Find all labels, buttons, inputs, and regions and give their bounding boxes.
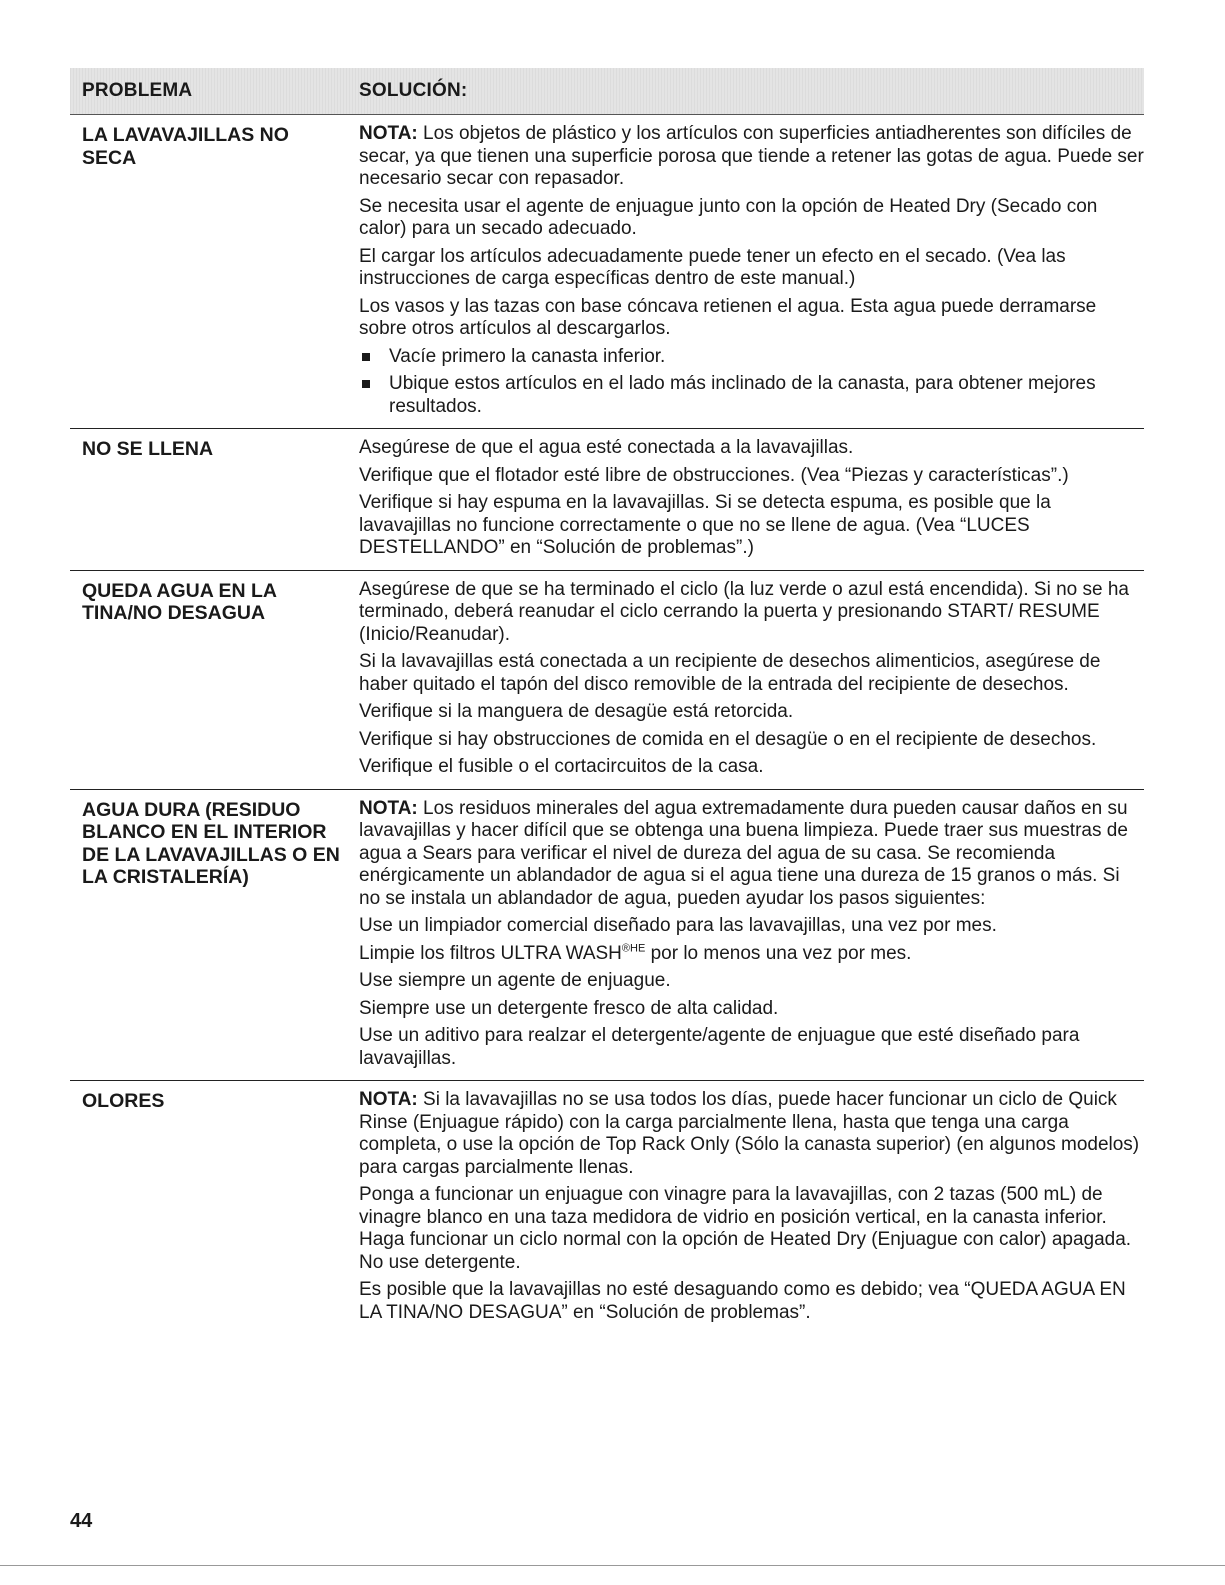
troubleshooting-table [70, 68, 1144, 1334]
bullet-square-icon [362, 353, 370, 361]
solution-cell [359, 579, 1144, 779]
page-number: 44 [70, 1510, 93, 1532]
header-problem: PROBLEMA [82, 80, 193, 101]
note-text: Si la lavavajillas no se usa todos los días, puede hacer funcionar un ciclo de Quick Rinse (Enjuague rápido) con la carga parcialmente llena, hasta que tenga una carga completa, o use la opción de Top Rack Only (Sólo la canasta superior) (en algunos modelos) para cargas parcialmente llenas. [359, 1089, 1140, 1178]
solution-cell [359, 1089, 1144, 1324]
filter-paragraph [359, 943, 1144, 966]
solution-text: Asegúrese de que se ha terminado el ciclo (la luz verde o azul está encendida). Si no se ha terminado, deberá reanudar el ciclo cerrando la puerta y presionando START/ RESUME (Inicio/Reanudar). [359, 578, 1129, 645]
solution-text: Ponga a funcionar un enjuague con vinagre para la lavavajillas, con 2 tazas (500 mL) de vinagre blanco en una taza medidora de vidrio en posición vertical, en la canasta inferior. Haga funcionar un ciclo normal con la opción de Heated Dry (Enjuague con calor) apagada. No use detergente. [359, 1184, 1132, 1273]
note-label: NOTA: [359, 797, 418, 819]
solution-cell [359, 798, 1144, 1071]
problem-label: AGUA DURA (RESIDUO BLANCO EN EL INTERIOR DE LA LAVAVAJILLAS O EN LA CRISTALERÍA) [82, 798, 340, 888]
bullet-square-icon [362, 380, 370, 388]
trademark-superscript: ®HE [621, 942, 646, 955]
problem-label: NO SE LLENA [82, 438, 214, 460]
bullet-item [359, 346, 1144, 369]
table-row [70, 429, 1144, 571]
solution-text: Use un aditivo para realzar el detergente/agente de enjuague que esté diseñado para lavavajillas. [359, 1025, 1080, 1069]
solution-text: Verifique si la manguera de desagüe está retorcida. [359, 701, 794, 722]
header-solution: SOLUCIÓN: [359, 80, 468, 101]
table-row [70, 115, 1144, 429]
solution-text: Es posible que la lavavajillas no esté desaguando como es debido; vea “QUEDA AGUA EN LA TINA/NO DESAGUA” en “Solución de problemas”. [359, 1279, 1126, 1323]
problem-label: LA LAVAVAJILLAS NO SECA [82, 124, 289, 169]
table-row [70, 790, 1144, 1082]
solution-text: Verifique si hay espuma en la lavavajillas. Si se detecta espuma, es posible que la lavavajillas no funcione correctamente o que no se llene de agua. (Vea “LUCES DESTELLANDO” en “Solución de problemas”.) [359, 492, 1051, 558]
note-paragraph [359, 123, 1144, 191]
filter-text-post: por lo menos una vez por mes. [645, 942, 912, 964]
solution-text: Use siempre un agente de enjuague. [359, 970, 671, 991]
problem-label: OLORES [82, 1090, 165, 1112]
solution-cell [359, 123, 1144, 418]
solution-text: Verifique el fusible o el cortacircuitos de la casa. [359, 756, 764, 777]
bullet-text: Ubique estos artículos en el lado más inclinado de la canasta, para obtener mejores resultados. [389, 373, 1096, 417]
table-header [70, 68, 1144, 115]
solution-text: Los vasos y las tazas con base cóncava retienen el agua. Esta agua puede derramarse sobre otros artículos al descargarlos. [359, 295, 1097, 339]
note-paragraph [359, 798, 1144, 911]
solution-text: Asegúrese de que el agua esté conectada a la lavavajillas. [359, 437, 854, 458]
solution-text: Verifique si hay obstrucciones de comida en el desagüe o en el recipiente de desechos. [359, 728, 1097, 750]
bullet-item [359, 373, 1144, 418]
table-row [70, 1081, 1144, 1334]
solution-text: Verifique que el flotador esté libre de obstrucciones. (Vea “Piezas y características”.) [359, 464, 1069, 486]
note-text: Los residuos minerales del agua extremadamente dura pueden causar daños en su lavavajillas y hacer difícil que se obtenga una buena limpieza. Puede traer sus muestras de agua a Sears para verificar el nivel de dureza del agua de su casa. Se recomienda enérgicamente un ablandador de agua si el agua tiene una dureza de 15 granos o más. Si no se instala un ablandador de agua, pueden ayudar los pasos siguientes: [359, 797, 1128, 909]
problem-label: QUEDA AGUA EN LA TINA/NO DESAGUA [82, 579, 277, 624]
note-label: NOTA: [359, 1089, 418, 1110]
solution-cell [359, 437, 1144, 560]
table-row [70, 571, 1144, 790]
filter-text-pre: Limpie los filtros ULTRA WASH [359, 942, 622, 964]
solution-text: Se necesita usar el agente de enjuague junto con la opción de Heated Dry (Secado con calor) para un secado adecuado. [359, 195, 1098, 239]
bullet-text: Vacíe primero la canasta inferior. [389, 345, 666, 367]
note-paragraph [359, 1089, 1144, 1179]
solution-text: Siempre use un detergente fresco de alta calidad. [359, 997, 779, 1019]
page-bottom-divider [0, 1565, 1225, 1566]
solution-text: El cargar los artículos adecuadamente puede tener un efecto en el secado. (Vea las instrucciones de carga específicas dentro de este manual.) [359, 245, 1066, 289]
note-label: NOTA: [359, 123, 418, 144]
solution-text: Use un limpiador comercial diseñado para las lavavajillas, una vez por mes. [359, 915, 997, 936]
note-text: Los objetos de plástico y los artículos con superficies antiadherentes son difíciles de secar, ya que tienen una superficie porosa que tiende a retener las gotas de agua. Puede ser necesario secar con repasador. [359, 123, 1144, 189]
solution-text: Si la lavavajillas está conectada a un recipiente de desechos alimenticios, asegúrese de haber quitado el tapón del disco removible de la entrada del recipiente de desechos. [359, 651, 1101, 695]
